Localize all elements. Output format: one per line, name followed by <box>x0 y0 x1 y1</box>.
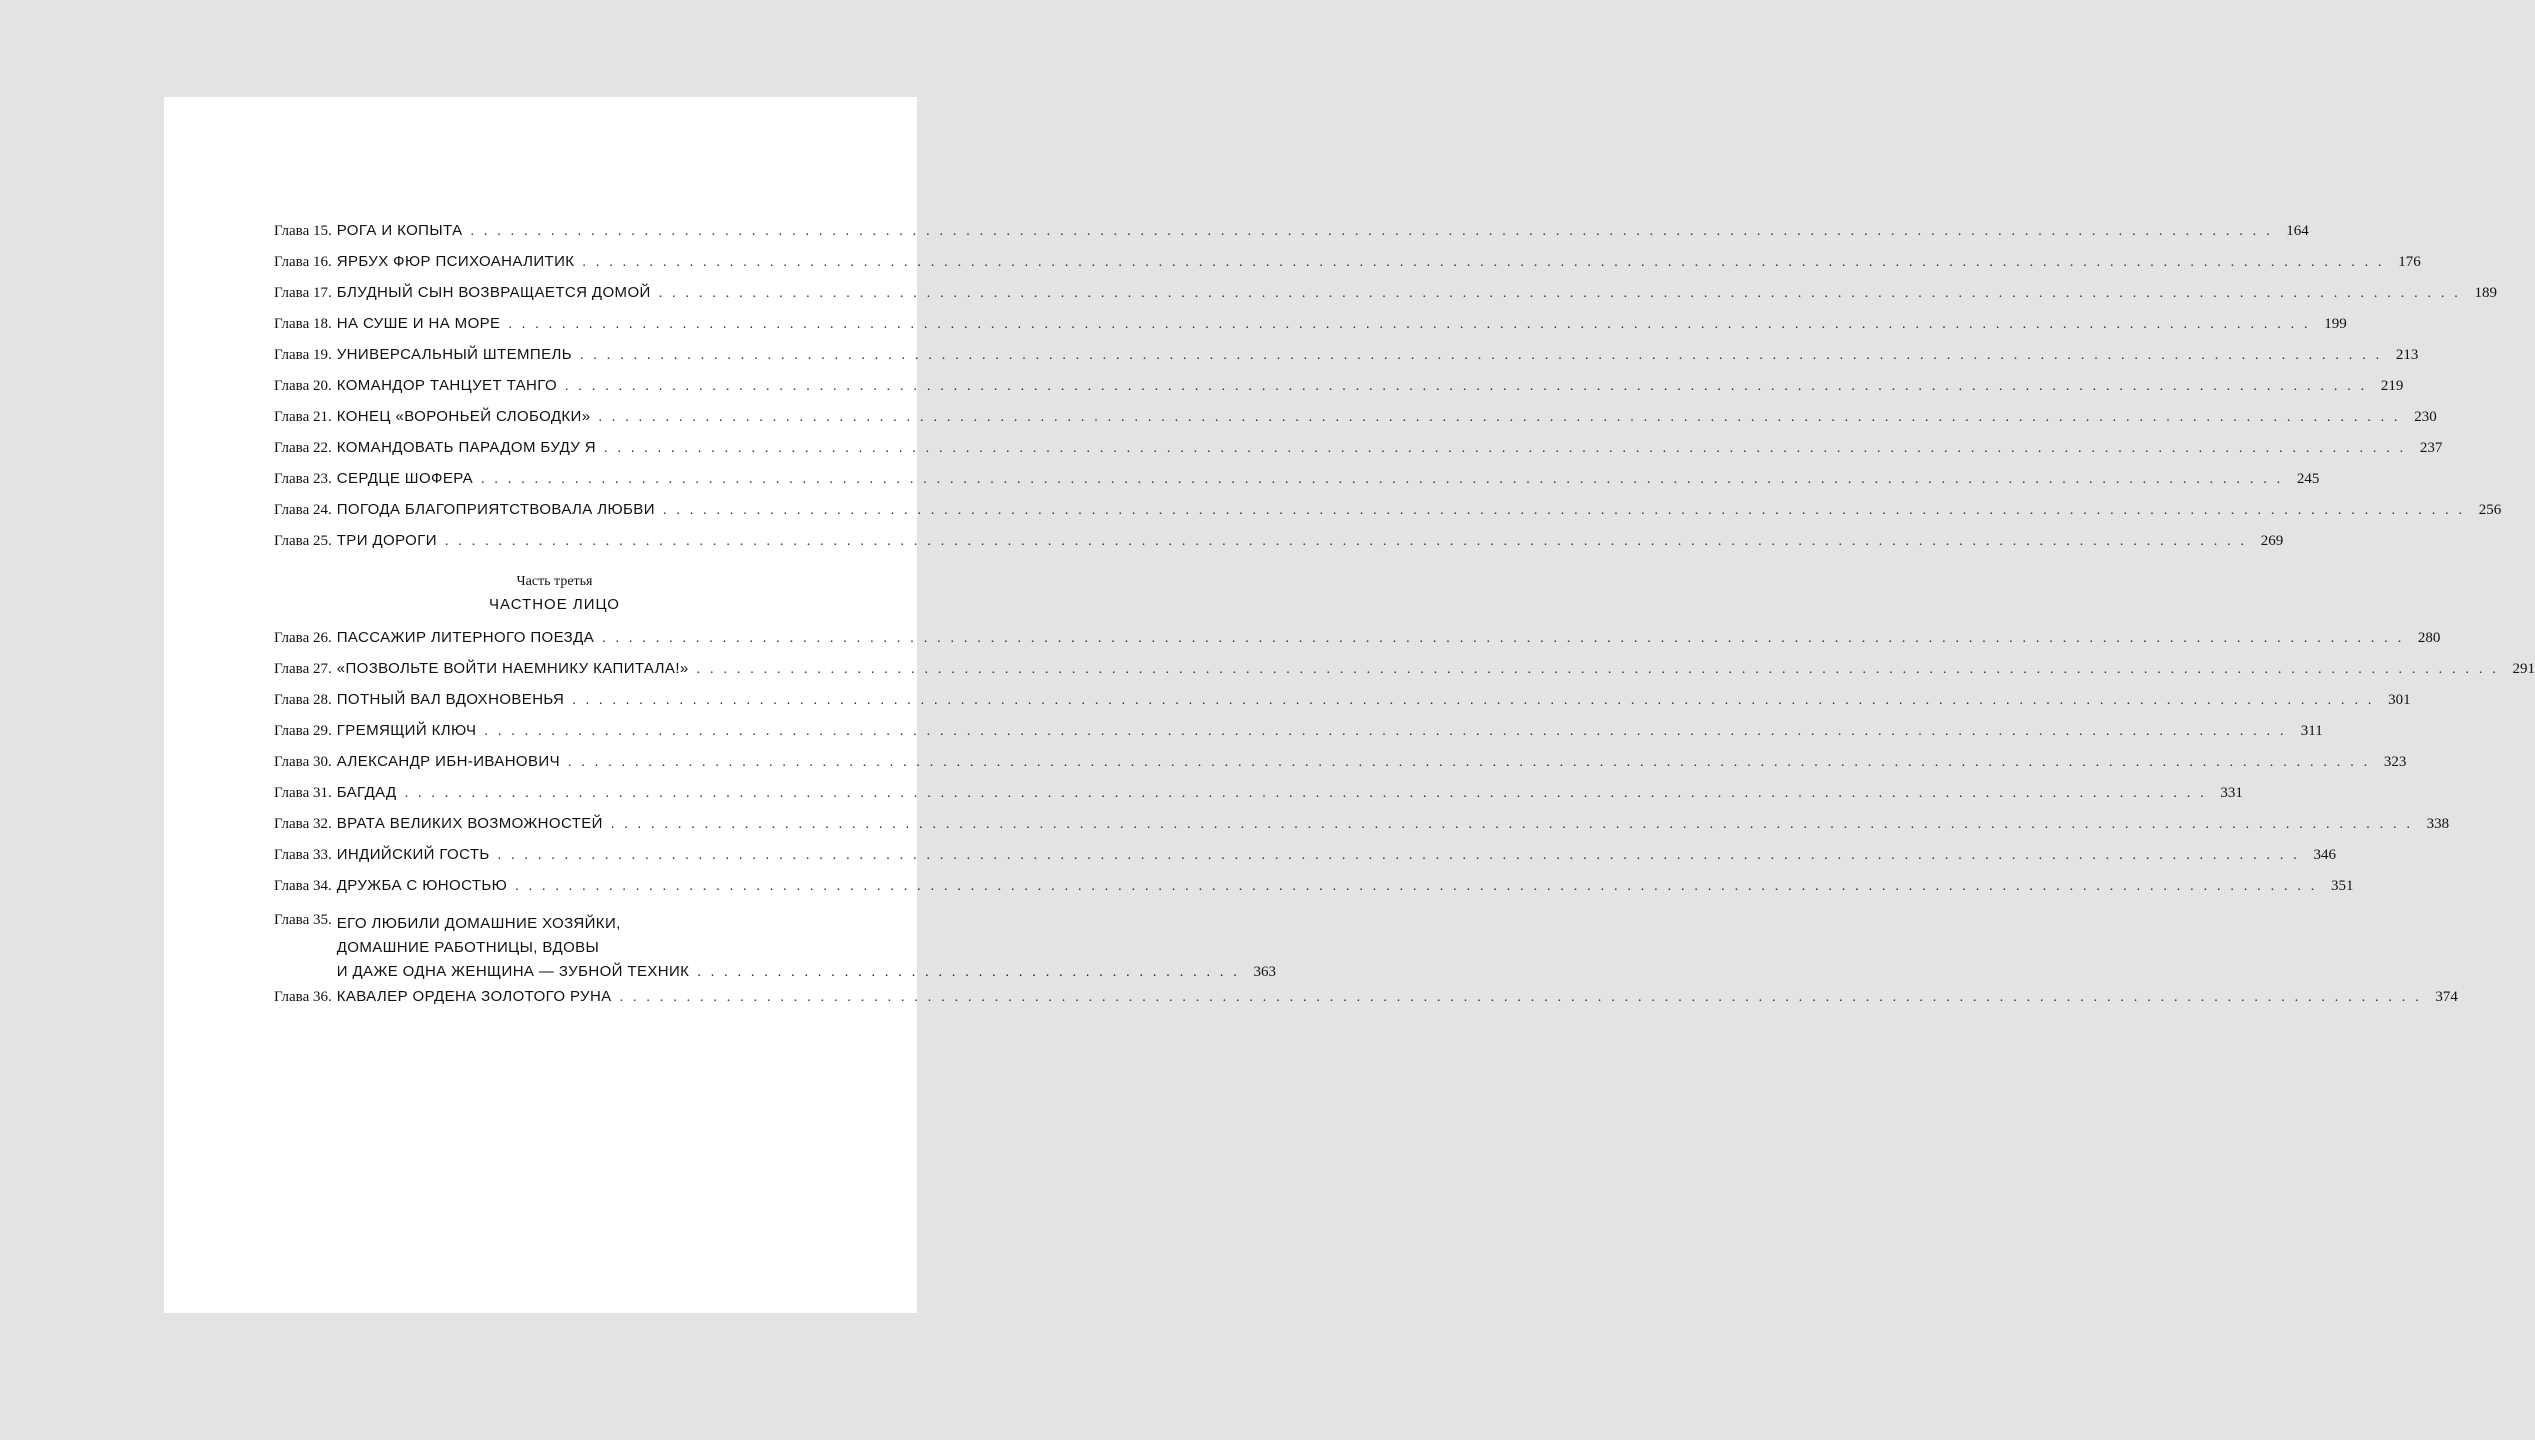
chapter-title: БЛУДНЫЙ СЫН ВОЗВРАЩАЕТСЯ ДОМОЙ <box>336 284 651 301</box>
page-number: 374 <box>2435 989 2458 1005</box>
toc-part3-list <box>274 629 2535 908</box>
part-subtitle: Часть третья <box>516 574 593 589</box>
toc-entry <box>274 784 2243 815</box>
page-number: 164 <box>2286 223 2309 239</box>
book-page <box>164 97 2535 1313</box>
chapter-title: АЛЕКСАНДР ИБН-ИВАНОВИЧ <box>336 753 560 770</box>
chapter-label: Глава 20. <box>274 378 332 394</box>
page-number: 189 <box>2474 285 2498 301</box>
chapter-label: Глава 23. <box>274 471 332 487</box>
chapter-label: Глава 18. <box>274 316 332 332</box>
page-number: 331 <box>2220 785 2243 801</box>
dot-leader <box>697 662 2499 678</box>
chapter-title: ПОГОДА БЛАГОПРИЯТСТВОВАЛА ЛЮБВИ <box>336 501 655 518</box>
dot-leader <box>470 224 2272 240</box>
chapter-title: ГРЕМЯЩИЙ КЛЮЧ <box>336 722 477 739</box>
chapter-label: Глава 34. <box>274 878 332 894</box>
table-of-contents <box>274 222 2535 1019</box>
part-title: ЧАСТНОЕ ЛИЦО <box>489 596 620 613</box>
toc-entry <box>274 284 2498 315</box>
dot-leader <box>620 990 2422 1006</box>
chapter-label: Глава 24. <box>274 502 332 518</box>
chapter-title: БАГДАД <box>336 784 397 801</box>
chapter-label: Глава 27. <box>274 661 332 677</box>
part-heading <box>274 571 835 617</box>
toc-entry <box>274 253 2421 284</box>
page-number: 291 <box>2512 661 2535 677</box>
toc-entry-chapter-35 <box>274 908 1277 988</box>
page-number: 338 <box>2426 816 2450 832</box>
chapter-label: Глава 36. <box>274 989 332 1005</box>
toc-entry <box>274 877 2354 908</box>
toc-entry <box>274 315 2347 346</box>
chapter-title: КАВАЛЕР ОРДЕНА ЗОЛОТОГО РУНА <box>336 988 612 1005</box>
chapter-label: Глава 33. <box>274 847 332 863</box>
page-number: 256 <box>2478 502 2502 518</box>
page-number: 213 <box>2395 347 2419 363</box>
chapter-title: «ПОЗВОЛЬТЕ ВОЙТИ НАЕМНИКУ КАПИТАЛА!» <box>336 660 689 677</box>
toc-entry <box>274 346 2419 377</box>
chapter-label: Глава 22. <box>274 440 332 456</box>
page-number: 346 <box>2313 847 2336 863</box>
toc-entry <box>274 501 2502 532</box>
dot-leader <box>405 786 2207 802</box>
chapter-label: Глава 28. <box>274 692 332 708</box>
chapter-title: ВРАТА ВЕЛИКИХ ВОЗМОЖНОСТЕЙ <box>336 815 603 832</box>
chapter-label: Глава 16. <box>274 254 332 270</box>
dot-leader <box>663 503 2465 519</box>
toc-entry-chapter-36 <box>274 988 2458 1019</box>
toc-entry <box>274 722 2323 753</box>
chapter-label: Глава 19. <box>274 347 332 363</box>
page-number: 311 <box>2300 723 2323 739</box>
toc-entry <box>274 377 2404 408</box>
dot-leader <box>508 317 2310 333</box>
toc-entry <box>274 408 2437 439</box>
page-number: 237 <box>2419 440 2443 456</box>
chapter-label: Глава 17. <box>274 285 332 301</box>
page-number: 351 <box>2331 878 2354 894</box>
chapter-title: КОНЕЦ «ВОРОНЬЕЙ СЛОБОДКИ» <box>336 408 591 425</box>
page-number: 301 <box>2388 692 2411 708</box>
dot-leader <box>572 693 2374 709</box>
toc-entry <box>274 532 2284 563</box>
chapter-label: Глава 26. <box>274 630 332 646</box>
toc-entry <box>274 222 2309 253</box>
dot-leader <box>445 534 2247 550</box>
page-number: 199 <box>2324 316 2347 332</box>
chapter-title-line-3: И ДАЖЕ ОДНА ЖЕНЩИНА — ЗУБНОЙ ТЕХНИК <box>336 963 690 980</box>
dot-leader <box>565 379 2367 395</box>
chapter-label: Глава 30. <box>274 754 332 770</box>
toc-entry <box>274 753 2407 784</box>
toc-entry <box>274 660 2535 691</box>
chapter-title: НА СУШЕ И НА МОРЕ <box>336 315 501 332</box>
toc-entry <box>274 629 2441 660</box>
chapter-title: ИНДИЙСКИЙ ГОСТЬ <box>336 846 490 863</box>
chapter-title: ПОТНЫЙ ВАЛ ВДОХНОВЕНЬЯ <box>336 691 565 708</box>
chapter-title: СЕРДЦЕ ШОФЕРА <box>336 470 474 487</box>
dot-leader <box>515 879 2317 895</box>
page-number: 323 <box>2383 754 2407 770</box>
toc-entry <box>274 815 2450 846</box>
page-number: 219 <box>2380 378 2404 394</box>
dot-leader <box>604 441 2406 457</box>
dot-leader <box>484 724 2286 740</box>
chapter-title: ЯРБУХ ФЮР ПСИХОАНАЛИТИК <box>336 253 575 270</box>
chapter-label: Глава 25. <box>274 533 332 549</box>
dot-leader <box>697 961 1240 985</box>
dot-leader <box>602 631 2404 647</box>
dot-leader <box>568 755 2370 771</box>
chapter-title: КОМАНДОР ТАНЦУЕТ ТАНГО <box>336 377 558 394</box>
chapter-label: Глава 15. <box>274 223 332 239</box>
chapter-label: Глава 29. <box>274 723 332 739</box>
toc-entry <box>274 846 2336 877</box>
dot-leader <box>481 472 2283 488</box>
chapter-title-line-1: ЕГО ЛЮБИЛИ ДОМАШНИЕ ХОЗЯЙКИ, <box>336 915 621 932</box>
chapter-label: Глава 21. <box>274 409 332 425</box>
dot-leader <box>582 255 2384 271</box>
chapter-title: РОГА И КОПЫТА <box>336 222 463 239</box>
page-number: 245 <box>2296 471 2320 487</box>
dot-leader <box>580 348 2382 364</box>
page-number: 176 <box>2398 254 2421 270</box>
toc-entry <box>274 691 2411 722</box>
chapter-label: Глава 35. <box>274 912 332 928</box>
chapter-title: ТРИ ДОРОГИ <box>336 532 437 549</box>
dot-leader <box>598 410 2400 426</box>
dot-leader <box>611 817 2413 833</box>
toc-part2-list <box>274 222 2502 563</box>
chapter-title-line-2: ДОМАШНИЕ РАБОТНИЦЫ, ВДОВЫ <box>336 939 600 956</box>
chapter-title: ДРУЖБА С ЮНОСТЬЮ <box>336 877 508 894</box>
page-number: 280 <box>2417 630 2441 646</box>
chapter-title: ПАССАЖИР ЛИТЕРНОГО ПОЕЗДА <box>336 629 595 646</box>
dot-leader <box>498 848 2300 864</box>
chapter-title: УНИВЕРСАЛЬНЫЙ ШТЕМПЕЛЬ <box>336 346 572 363</box>
chapter-label: Глава 32. <box>274 816 332 832</box>
dot-leader <box>659 286 2461 302</box>
page-number: 269 <box>2260 533 2284 549</box>
chapter-label: Глава 31. <box>274 785 332 801</box>
toc-entry <box>274 470 2320 501</box>
page-number: 363 <box>1253 964 1277 980</box>
toc-entry <box>274 439 2443 470</box>
page-number: 230 <box>2414 409 2437 425</box>
chapter-title: КОМАНДОВАТЬ ПАРАДОМ БУДУ Я <box>336 439 597 456</box>
